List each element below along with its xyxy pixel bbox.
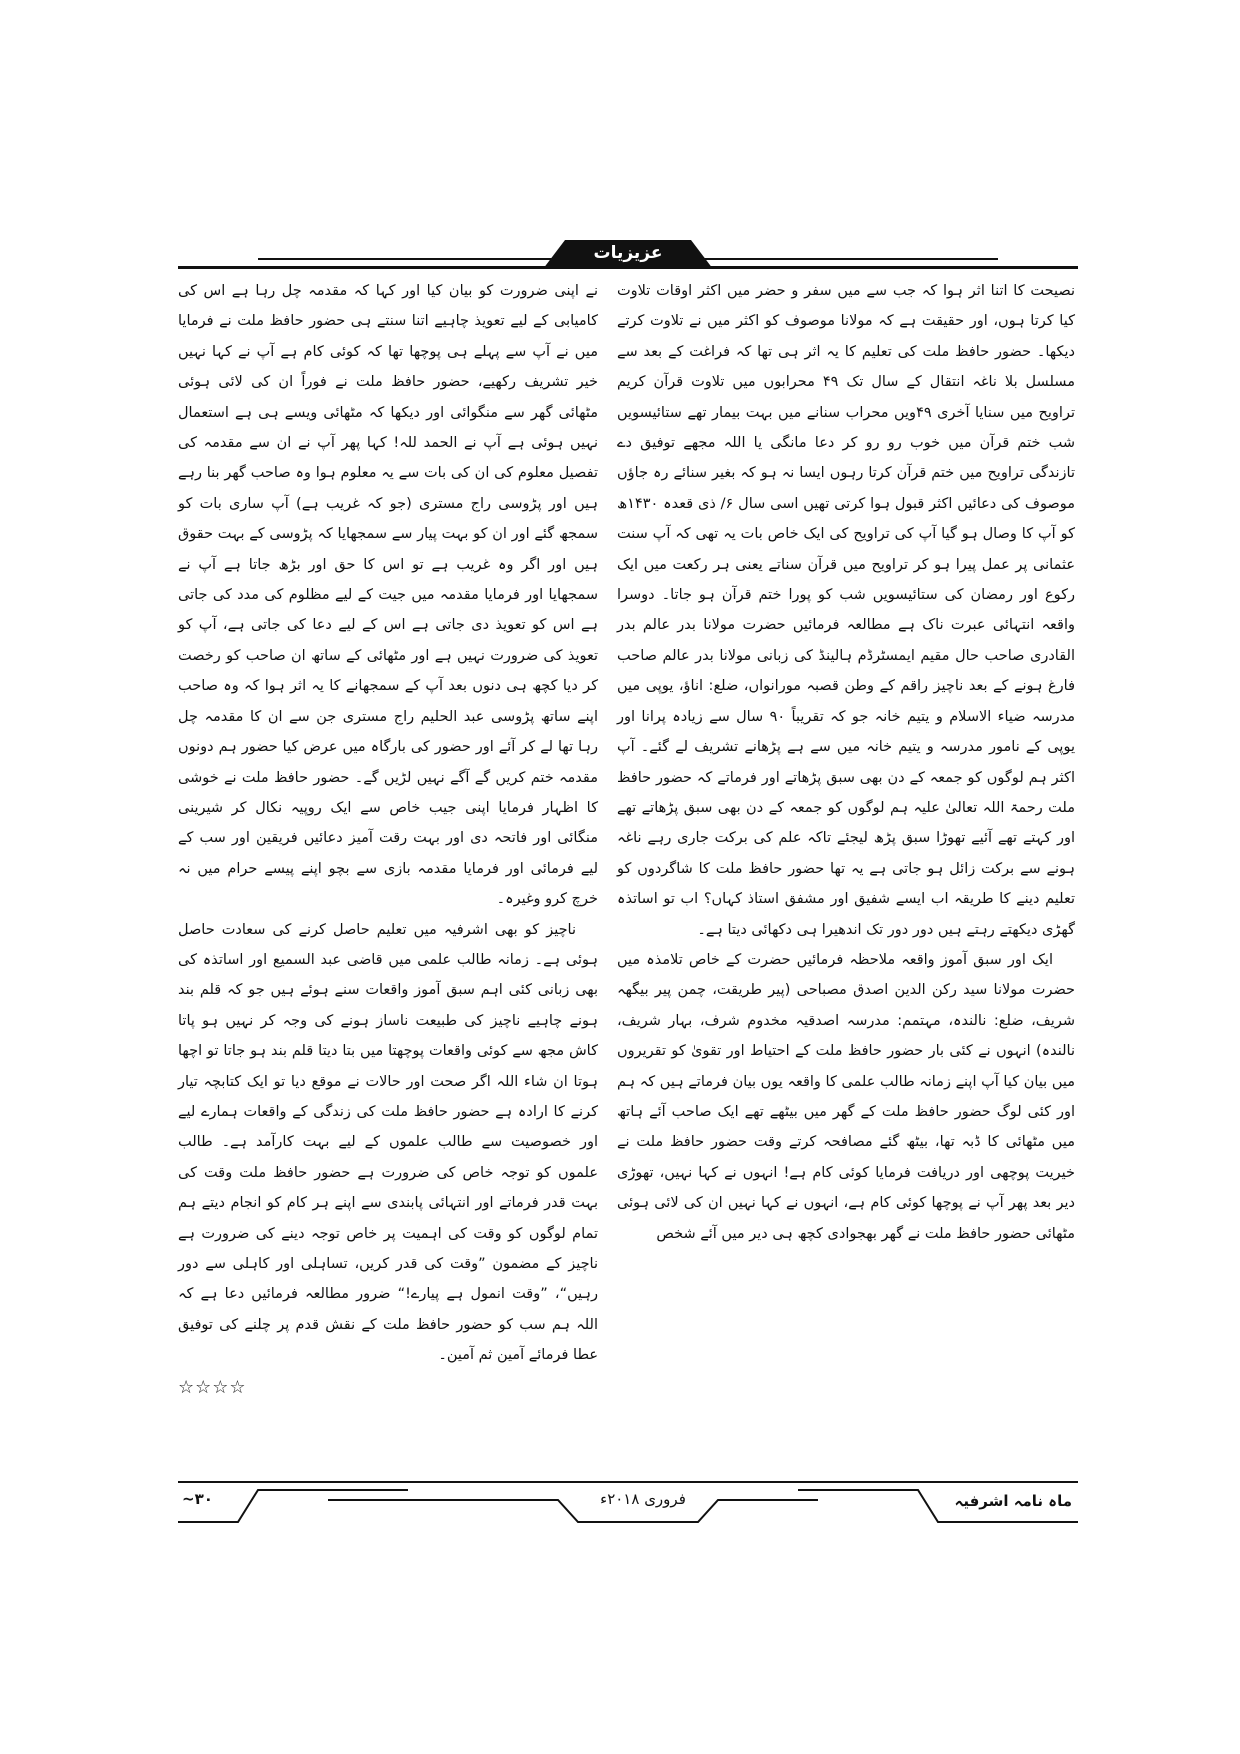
issue-date: فروری ۲۰۱۸ء (600, 1490, 686, 1508)
right-text-column (617, 276, 1075, 1249)
paragraph: ایک اور سبق آموز واقعہ ملاحظہ فرمائیں حضرت کے خاص تلامذہ میں حضرت مولانا سید رکن الدین اصدق مصباحی (پیر طریقت، چمن پیر بیگھہ شریف، ضلع: نالندہ، مہتمم: مدرسہ اصدقیہ مخدوم شرف، بہار شریف، نالندہ) انہوں نے کئی بار حضور حافظ ملت کے احتیاط اور تقویٰ کو تقریروں میں بیان کیا آپ اپنے زمانہ طالب علمی کا واقعہ یوں بیان فرماتے ہیں کہ ہم اور کئی لوگ حضور حافظ ملت کے گھر میں بیٹھے تھے ایک صاحب آئے ہاتھ میں مٹھائی کا ڈبہ تھا، بیٹھ گئے مصافحہ کرتے وقت حضور حافظ ملت نے خیریت پوچھی اور دریافت فرمایا کوئی کام ہے! انہوں نے کہا نہیں، تھوڑی دیر بعد پھر آپ نے پوچھا کوئی کام ہے، انہوں نے کہا نہیں ان کی لائی ہوئی مٹھائی حضور حافظ ملت نے گھر بھجوادی کچھ ہی دیر میں آئے شخص (617, 951, 1075, 1242)
page-footer (178, 1478, 1078, 1526)
end-of-article-stars: ☆☆☆☆ (178, 1376, 247, 1398)
paragraph: نے اپنی ضرورت کو بیان کیا اور کہا کہ مقدمہ چل رہا ہے اس کی کامیابی کے لیے تعویذ چاہیے اتنا سنتے ہی حضور حافظ ملت نے فرمایا میں نے آپ سے پہلے ہی پوچھا تھا کہ کوئی کام ہے آپ نے کہا نہیں خیر تشریف رکھیے، حضور حافظ ملت نے فوراً ان کی لائی ہوئی مٹھائی گھر سے منگوائی اور دیکھا کہ مٹھائی ویسے ہی ہے استعمال نہیں ہوئی ہے آپ نے الحمد للہ! کہا پھر آپ نے ان سے مقدمہ کی تفصیل معلوم کی ان کی بات سے یہ معلوم ہوا وہ صاحب گھر بنا رہے ہیں اور پڑوسی راج مستری (جو کہ غریب ہے) آپ ساری بات کو سمجھ گئے اور ان کو بہت پیار سے سمجھایا کہ پڑوسی کے بہت حقوق ہیں اور اگر وہ غریب ہے تو اس کا حق اور بڑھ جاتا ہے آپ نے سمجھایا اور فرمایا مقدمہ میں جیت کے لیے مظلوم کی مدد کی جاتی ہے اس کو تعویذ دی جاتی ہے اس کے لیے دعا کی جاتی ہے، آپ کو تعویذ کی ضرورت نہیں ہے اور مٹھائی کے ساتھ ان صاحب کو رخصت کر دیا کچھ ہی دنوں بعد آپ کے سمجھانے کا یہ اثر ہوا کہ وہ صاحب اپنے ساتھ پڑوسی عبد الحلیم راج مستری جن سے ان کا مقدمہ چل رہا تھا لے کر آئے اور حضور کی بارگاہ میں عرض کیا حضور ہم دونوں مقدمہ ختم کریں گے آگے نہیں لڑیں گے۔ حضور حافظ ملت نے خوشی کا اظہار فرمایا اپنی جیب خاص سے ایک روپیہ نکال کر شیرینی منگائی اور فاتحہ دی اور بہت رقت آمیز دعائیں فریقین اور سب کے لیے فرمائی اور فرمایا مقدمہ بازی سے بچو اپنے پیسے حرام میں نہ خرچ کرو وغیرہ۔ (178, 283, 598, 908)
left-text-column (178, 276, 598, 1403)
page-number: ۳۰~ (182, 1490, 213, 1508)
magazine-name: ماہ نامہ اشرفیہ (954, 1492, 1072, 1510)
paragraph: ناچیز کو بھی اشرفیہ میں تعلیم حاصل کرنے کی سعادت حاصل ہوئی ہے۔ زمانہ طالب علمی میں قاضی عبد السمیع اور اساتذہ کی بھی زبانی کئی اہم سبق آموز واقعات سنے ہوئے ہیں جو کہ قلم بند ہونے چاہیے ناچیز کی طبیعت ناساز ہونے کی وجہ کر نہیں ہو پاتا کاش مجھ سے کوئی واقعات پوچھتا میں بتا دیتا قلم بند ہو جاتا تو اچھا ہوتا ان شاء اللہ اگر صحت اور حالات نے موقع دیا تو ایک کتابچہ تیار کرنے کا ارادہ ہے حضور حافظ ملت کی زندگی کے واقعات ہمارے لیے اور خصوصیت سے طالب علموں کے لیے بہت کارآمد ہے۔ طالب علموں کو توجہ خاص کی ضرورت ہے حضور حافظ ملت وقت کی بہت قدر فرماتے اور انتہائی پابندی سے اپنے ہر کام کو انجام دیتے ہم تمام لوگوں کو وقت کی اہمیت پر خاص توجہ دینے کی ضرورت ہے ناچیز کے مضمون ”وقت کی قدر کریں، تساہلی اور کاہلی سے دور رہیں“، ”وقت انمول ہے پیارے!“ ضرور مطالعہ فرمائیں دعا ہے کہ اللہ ہم سب کو حضور حافظ ملت کے نقش قدم پر چلنے کی توفیق عطا فرمائے آمین ثم آمین۔ (178, 921, 598, 1364)
section-tab (543, 240, 713, 270)
paragraph: نصیحت کا اتنا اثر ہوا کہ جب سے میں سفر و حضر میں اکثر اوقات تلاوت کیا کرتا ہوں، اور حقیقت ہے کہ مولانا موصوف کو اکثر میں نے تلاوت کرتے دیکھا۔ حضور حافظ ملت کی تعلیم کا یہ اثر ہی تھا کہ فراغت کے بعد سے مسلسل بلا ناغہ انتقال کے سال تک ۴۹ محرابوں میں تلاوت قرآن کریم تراویح میں سنایا آخری ۴۹ویں محراب سنانے میں بہت بیمار تھے ستائیسویں شب ختم قرآن میں خوب رو رو کر دعا مانگی یا اللہ مجھے توفیق دے تازندگی تراویح میں ختم قرآن کرتا رہوں ایسا نہ ہو کہ بغیر سنائے رہ جاؤں موصوف کی دعائیں اکثر قبول ہوا کرتی تھیں اسی سال ۶/ ذی قعدہ ۱۴۳۰ھ کو آپ کا وصال ہو گیا آپ کی تراویح کی ایک خاص بات یہ تھی کہ آپ سنت عثمانی پر عمل پیرا ہو کر تراویح میں قرآن سناتے یعنی ہر رکعت میں ایک رکوع اور رمضان کی ستائیسویں شب کو پورا ختم قرآن ہو جاتا۔ دوسرا واقعہ انتہائی عبرت ناک ہے مطالعہ فرمائیں حضرت مولانا بدر عالم بدر القادری صاحب حال مقیم ایمسٹرڈم ہالینڈ کی زبانی مولانا بدر عالم صاحب فارغ ہونے کے بعد ناچیز راقم کے وطن قصبہ مورانواں، ضلع: اناؤ، یوپی میں مدرسہ ضیاء الاسلام و یتیم خانہ جو کہ تقریباً ۹۰ سال سے زیادہ پرانا اور یوپی کے نامور مدرسہ و یتیم خانہ میں سے ہے پڑھانے تشریف لے گئے۔ آپ اکثر ہم لوگوں کو جمعہ کے دن بھی سبق پڑھاتے اور فرماتے کہ حضور حافظ ملت رحمۃ اللہ تعالیٰ علیہ ہم لوگوں کو جمعہ کے دن بھی سبق پڑھاتے تھے اور کہتے تھے آئیے تھوڑا سبق پڑھ لیجئے تاکہ علم کی برکت جاری رہے ناغہ ہونے سے برکت زائل ہو جاتی ہے یہ تھا حضور حافظ ملت کا شاگردوں کو تعلیم دینے کا طریقہ اب ایسے شفیق اور مشفق استاذ کہاں؟ اب تو اساتذہ گھڑی دیکھتے رہتے ہیں دور دور تک اندھیرا ہی دکھائی دیتا ہے۔ (617, 283, 1076, 938)
section-title: عزیزیات (593, 243, 663, 263)
